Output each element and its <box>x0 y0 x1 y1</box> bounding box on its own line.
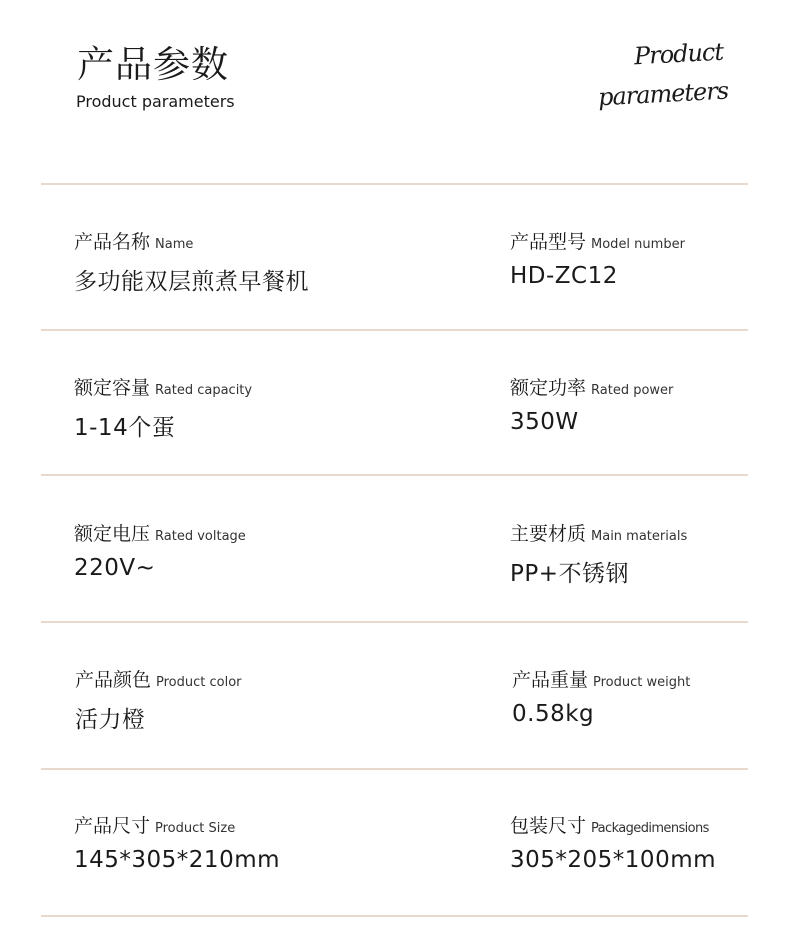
param-label-cn: 产品尺寸 <box>74 815 151 837</box>
param-row <box>0 769 790 915</box>
param-label-cn: 包装尺寸 <box>510 815 587 837</box>
param-value: 350W <box>510 409 579 435</box>
param-label <box>512 665 690 692</box>
param-label-cn: 产品型号 <box>510 231 587 253</box>
param-label <box>74 373 252 400</box>
param-label <box>510 519 687 546</box>
param-label-en: Model number <box>591 237 685 252</box>
param-label-en: Packagedimensions <box>591 821 709 836</box>
param-label <box>510 373 673 400</box>
param-label-en: Product weight <box>593 675 691 690</box>
param-row <box>0 331 790 477</box>
param-value: 145*305*210mm <box>74 847 281 873</box>
param-label-en: Rated voltage <box>155 529 246 544</box>
param-label-en: Main materials <box>591 529 688 544</box>
param-label-en: Name <box>155 237 194 252</box>
param-label-cn: 产品颜色 <box>75 669 152 691</box>
param-label-en: Product color <box>156 675 242 690</box>
param-label <box>74 227 193 254</box>
param-label <box>74 519 246 546</box>
param-value: HD-ZC12 <box>510 263 618 289</box>
param-row <box>0 623 790 769</box>
divider <box>41 474 748 476</box>
param-label-en: Rated capacity <box>155 383 253 398</box>
param-label-cn: 产品重量 <box>512 669 589 691</box>
param-label-en: Product Size <box>155 821 236 836</box>
script-title-line-1: Product <box>633 37 724 71</box>
param-row <box>0 185 790 331</box>
script-title-line-2: parameters <box>597 76 729 112</box>
param-label-cn: 额定电压 <box>74 523 151 545</box>
param-value: 1-14个蛋 <box>74 415 176 441</box>
param-label-en: Rated power <box>591 383 674 398</box>
param-label <box>510 811 709 838</box>
param-label-cn: 主要材质 <box>510 523 587 545</box>
param-label <box>510 227 685 254</box>
param-label-cn: 产品名称 <box>74 231 151 253</box>
page-subtitle: Product parameters <box>76 92 235 111</box>
param-value: 220V~ <box>74 555 156 581</box>
param-label <box>75 665 242 692</box>
page-header <box>0 0 790 184</box>
param-label-cn: 额定容量 <box>74 377 151 399</box>
param-value: PP+不锈钢 <box>510 561 630 587</box>
param-label <box>74 811 235 838</box>
param-value: 305*205*100mm <box>510 847 717 873</box>
script-title-decoration <box>590 36 740 116</box>
divider <box>41 915 748 917</box>
param-value: 多功能双层煎煮早餐机 <box>74 269 309 295</box>
param-label-cn: 额定功率 <box>510 377 587 399</box>
param-value: 0.58kg <box>512 701 595 727</box>
page-title: 产品参数 <box>77 43 229 86</box>
param-value: 活力橙 <box>75 707 146 733</box>
param-row <box>0 477 790 623</box>
